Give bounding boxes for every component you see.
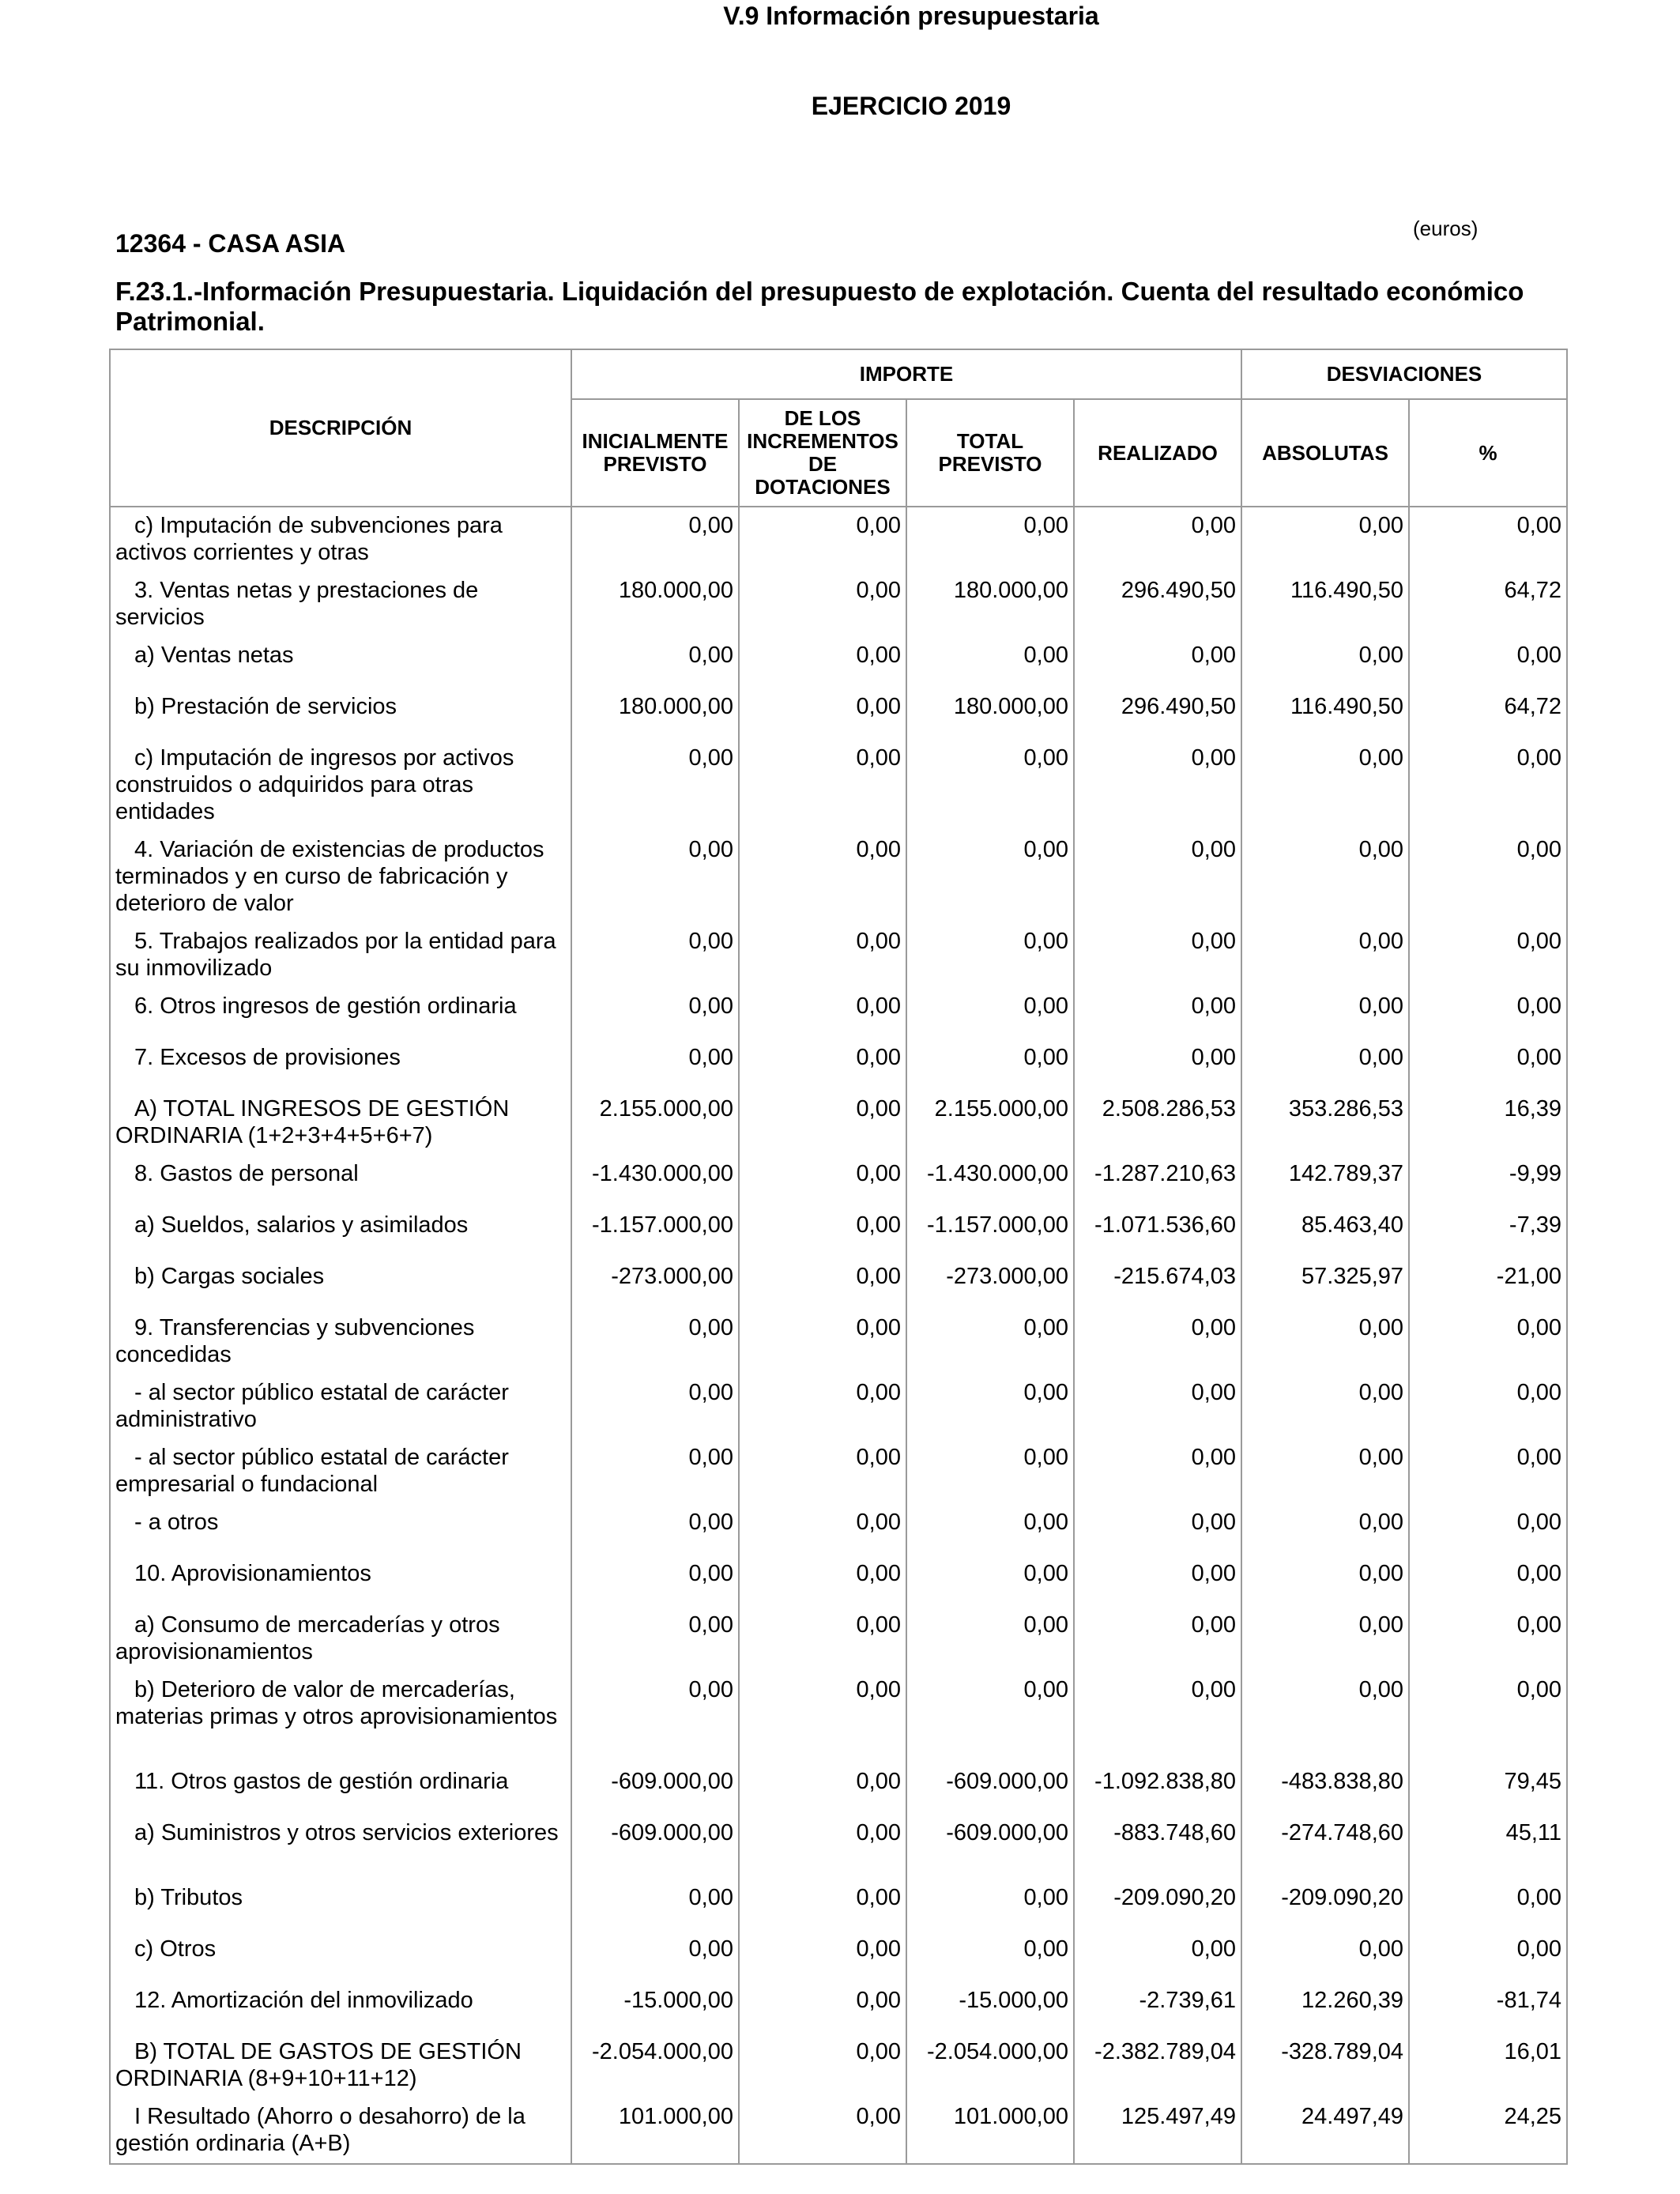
cell-inicialmente-previsto: -1.430.000,00 — [571, 1155, 739, 1207]
cell-desviacion-absoluta: 57.325,97 — [1241, 1258, 1409, 1310]
cell-total-previsto: 0,00 — [906, 1931, 1074, 1982]
cell-incrementos: 0,00 — [739, 572, 906, 637]
cell-desviacion-absoluta: 12.260,39 — [1241, 1982, 1409, 2034]
entity-name: 12364 - CASA ASIA — [115, 229, 346, 258]
table-row — [110, 1763, 1567, 1815]
cell-total-previsto: 0,00 — [906, 740, 1074, 831]
table-row — [110, 1207, 1567, 1258]
cell-desviacion-absoluta: 0,00 — [1241, 831, 1409, 923]
cell-desviacion-absoluta: 0,00 — [1241, 1672, 1409, 1763]
cell-desviacion-porcentaje: 64,72 — [1409, 688, 1567, 740]
row-description-cell — [110, 1879, 571, 1931]
cell-realizado: 0,00 — [1074, 1310, 1241, 1374]
header-line: TOTAL — [956, 429, 1024, 453]
cell-desviacion-absoluta: 0,00 — [1241, 637, 1409, 688]
table-row — [110, 1091, 1567, 1155]
cell-incrementos: 0,00 — [739, 637, 906, 688]
row-description-cell — [110, 688, 571, 740]
cell-total-previsto: -2.054.000,00 — [906, 2034, 1074, 2098]
cell-incrementos: 0,00 — [739, 740, 906, 831]
cell-incrementos: 0,00 — [739, 1879, 906, 1931]
row-description: b) Deterioro de valor de mercaderías, materias primas y otros aprovisionamientos — [115, 1677, 558, 1729]
table-row — [110, 1155, 1567, 1207]
cell-realizado: 0,00 — [1074, 1931, 1241, 1982]
row-description: c) Imputación de ingresos por activos construidos o adquiridos para otras entidades — [115, 745, 514, 824]
cell-inicialmente-previsto: 0,00 — [571, 988, 739, 1039]
cell-inicialmente-previsto: 0,00 — [571, 1931, 739, 1982]
row-description-cell — [110, 740, 571, 831]
table-row — [110, 1982, 1567, 2034]
header-line: DE LOS — [784, 406, 861, 430]
cell-total-previsto: 180.000,00 — [906, 572, 1074, 637]
cell-desviacion-porcentaje: 0,00 — [1409, 637, 1567, 688]
cell-realizado: 2.508.286,53 — [1074, 1091, 1241, 1155]
header-inicialmente-previsto — [571, 399, 739, 507]
cell-desviacion-porcentaje: -9,99 — [1409, 1155, 1567, 1207]
cell-realizado: 0,00 — [1074, 1504, 1241, 1555]
cell-realizado: 0,00 — [1074, 740, 1241, 831]
cell-total-previsto: 0,00 — [906, 1374, 1074, 1439]
row-description: b) Prestación de servicios — [134, 694, 397, 719]
row-description: B) TOTAL DE GASTOS DE GESTIÓN ORDINARIA (8+9+10+11+12) — [115, 2039, 522, 2091]
row-description-cell — [110, 1504, 571, 1555]
table-row — [110, 637, 1567, 688]
header-line: PREVISTO — [938, 452, 1042, 476]
cell-desviacion-porcentaje: 0,00 — [1409, 988, 1567, 1039]
cell-desviacion-porcentaje: 45,11 — [1409, 1815, 1567, 1879]
cell-incrementos: 0,00 — [739, 988, 906, 1039]
row-description-cell — [110, 572, 571, 637]
table-caption: F.23.1.-Información Presupuestaria. Liquidación del presupuesto de explotación. Cuenta del resultado económico Patrimonial. — [115, 277, 1524, 336]
cell-inicialmente-previsto: 0,00 — [571, 1879, 739, 1931]
cell-desviacion-absoluta: 142.789,37 — [1241, 1155, 1409, 1207]
cell-inicialmente-previsto: 0,00 — [571, 1607, 739, 1672]
cell-incrementos: 0,00 — [739, 1555, 906, 1607]
row-description-cell — [110, 2098, 571, 2164]
row-description: 10. Aprovisionamientos — [134, 1561, 371, 1586]
cell-incrementos: 0,00 — [739, 1672, 906, 1763]
row-description: 8. Gastos de personal — [134, 1161, 359, 1186]
cell-desviacion-porcentaje: -7,39 — [1409, 1207, 1567, 1258]
cell-desviacion-absoluta: 0,00 — [1241, 1039, 1409, 1091]
table-row — [110, 923, 1567, 988]
row-description-cell — [110, 1155, 571, 1207]
row-description: c) Otros — [134, 1936, 217, 1962]
cell-desviacion-porcentaje: 0,00 — [1409, 1672, 1567, 1763]
cell-inicialmente-previsto: -15.000,00 — [571, 1982, 739, 2034]
cell-total-previsto: -609.000,00 — [906, 1763, 1074, 1815]
cell-desviacion-porcentaje: 0,00 — [1409, 1607, 1567, 1672]
cell-desviacion-absoluta: 116.490,50 — [1241, 572, 1409, 637]
cell-realizado: -1.071.536,60 — [1074, 1207, 1241, 1258]
table-row — [110, 1879, 1567, 1931]
table-row — [110, 572, 1567, 637]
row-description-cell — [110, 637, 571, 688]
row-description-cell — [110, 1207, 571, 1258]
header-importe-group: IMPORTE — [571, 349, 1241, 399]
cell-inicialmente-previsto: 0,00 — [571, 831, 739, 923]
row-description-cell — [110, 1982, 571, 2034]
row-description: a) Consumo de mercaderías y otros aprovisionamientos — [115, 1612, 500, 1664]
cell-inicialmente-previsto: 0,00 — [571, 1310, 739, 1374]
cell-total-previsto: -273.000,00 — [906, 1258, 1074, 1310]
cell-inicialmente-previsto: 0,00 — [571, 1039, 739, 1091]
cell-incrementos: 0,00 — [739, 688, 906, 740]
cell-desviacion-absoluta: -274.748,60 — [1241, 1815, 1409, 1879]
cell-desviacion-absoluta: 0,00 — [1241, 1374, 1409, 1439]
header-incrementos — [739, 399, 906, 507]
row-description-cell — [110, 1039, 571, 1091]
cell-desviacion-absoluta: 0,00 — [1241, 1607, 1409, 1672]
cell-realizado: -2.382.789,04 — [1074, 2034, 1241, 2098]
cell-incrementos: 0,00 — [739, 1439, 906, 1504]
cell-incrementos: 0,00 — [739, 1310, 906, 1374]
budget-table — [109, 349, 1568, 2165]
table-row — [110, 1607, 1567, 1672]
cell-incrementos: 0,00 — [739, 1039, 906, 1091]
section-title: V.9 Información presupuestaria — [723, 2, 1099, 30]
cell-total-previsto: -1.430.000,00 — [906, 1155, 1074, 1207]
header-line: DE — [808, 452, 838, 476]
row-description: c) Imputación de subvenciones para activos corrientes y otras — [115, 513, 503, 565]
cell-realizado: 0,00 — [1074, 1374, 1241, 1439]
cell-desviacion-porcentaje: 0,00 — [1409, 1374, 1567, 1439]
row-description-cell — [110, 1931, 571, 1982]
cell-inicialmente-previsto: -2.054.000,00 — [571, 2034, 739, 2098]
cell-realizado: 0,00 — [1074, 831, 1241, 923]
cell-inicialmente-previsto: 0,00 — [571, 1672, 739, 1763]
cell-total-previsto: 0,00 — [906, 507, 1074, 572]
cell-total-previsto: -609.000,00 — [906, 1815, 1074, 1879]
cell-desviacion-absoluta: -483.838,80 — [1241, 1763, 1409, 1815]
cell-desviacion-porcentaje: 0,00 — [1409, 1310, 1567, 1374]
cell-desviacion-porcentaje: 0,00 — [1409, 1439, 1567, 1504]
table-row — [110, 988, 1567, 1039]
row-description: A) TOTAL INGRESOS DE GESTIÓN ORDINARIA (1+2+3+4+5+6+7) — [115, 1096, 510, 1148]
row-description: 3. Ventas netas y prestaciones de servicios — [115, 578, 479, 630]
cell-desviacion-porcentaje: 16,01 — [1409, 2034, 1567, 2098]
cell-incrementos: 0,00 — [739, 507, 906, 572]
cell-incrementos: 0,00 — [739, 1607, 906, 1672]
cell-inicialmente-previsto: 180.000,00 — [571, 688, 739, 740]
header-line: PREVISTO — [603, 452, 707, 476]
cell-total-previsto: 0,00 — [906, 1607, 1074, 1672]
cell-desviacion-absoluta: -209.090,20 — [1241, 1879, 1409, 1931]
table-row — [110, 831, 1567, 923]
cell-realizado: 0,00 — [1074, 1607, 1241, 1672]
cell-total-previsto: 0,00 — [906, 1504, 1074, 1555]
cell-realizado: -1.092.838,80 — [1074, 1763, 1241, 1815]
cell-desviacion-absoluta: 116.490,50 — [1241, 688, 1409, 740]
cell-desviacion-porcentaje: -81,74 — [1409, 1982, 1567, 2034]
cell-total-previsto: 180.000,00 — [906, 688, 1074, 740]
cell-desviacion-porcentaje: 24,25 — [1409, 2098, 1567, 2164]
row-description: 9. Transferencias y subvenciones concedidas — [115, 1315, 475, 1367]
cell-realizado: 0,00 — [1074, 637, 1241, 688]
cell-desviacion-absoluta: 0,00 — [1241, 988, 1409, 1039]
cell-desviacion-absoluta: 0,00 — [1241, 1310, 1409, 1374]
row-description: 5. Trabajos realizados por la entidad para su inmovilizado — [115, 929, 556, 981]
cell-desviacion-absoluta: 0,00 — [1241, 1504, 1409, 1555]
row-description-cell — [110, 988, 571, 1039]
row-description-cell — [110, 1607, 571, 1672]
cell-realizado: -1.287.210,63 — [1074, 1155, 1241, 1207]
cell-desviacion-absoluta: 0,00 — [1241, 1555, 1409, 1607]
cell-incrementos: 0,00 — [739, 1091, 906, 1155]
cell-desviacion-absoluta: 85.463,40 — [1241, 1207, 1409, 1258]
cell-total-previsto: 0,00 — [906, 1555, 1074, 1607]
cell-desviacion-porcentaje: 0,00 — [1409, 1879, 1567, 1931]
table-body — [110, 507, 1567, 2164]
cell-desviacion-porcentaje: 79,45 — [1409, 1763, 1567, 1815]
row-description: a) Suministros y otros servicios exteriores — [134, 1820, 559, 1845]
cell-inicialmente-previsto: 0,00 — [571, 740, 739, 831]
row-description-cell — [110, 1439, 571, 1504]
header-porcentaje: % — [1409, 399, 1567, 507]
cell-desviacion-porcentaje: 64,72 — [1409, 572, 1567, 637]
cell-total-previsto: -15.000,00 — [906, 1982, 1074, 2034]
header-total-previsto — [906, 399, 1074, 507]
cell-realizado: 125.497,49 — [1074, 2098, 1241, 2164]
cell-desviacion-absoluta: 0,00 — [1241, 740, 1409, 831]
cell-total-previsto: 0,00 — [906, 988, 1074, 1039]
cell-inicialmente-previsto: 0,00 — [571, 1374, 739, 1439]
row-description: 6. Otros ingresos de gestión ordinaria — [134, 993, 517, 1019]
cell-desviacion-porcentaje: 0,00 — [1409, 1039, 1567, 1091]
table-row — [110, 740, 1567, 831]
table-row — [110, 507, 1567, 572]
row-description: 4. Variación de existencias de productos terminados y en curso de fabricación y deterioro de valor — [115, 837, 544, 916]
cell-realizado: 0,00 — [1074, 507, 1241, 572]
table-row — [110, 2098, 1567, 2164]
header-line: INICIALMENTE — [582, 429, 729, 453]
cell-inicialmente-previsto: -609.000,00 — [571, 1815, 739, 1879]
cell-realizado: 0,00 — [1074, 1439, 1241, 1504]
row-description: a) Sueldos, salarios y asimilados — [134, 1212, 469, 1238]
header-absolutas: ABSOLUTAS — [1241, 399, 1409, 507]
row-description-cell — [110, 1310, 571, 1374]
cell-incrementos: 0,00 — [739, 923, 906, 988]
cell-inicialmente-previsto: 180.000,00 — [571, 572, 739, 637]
cell-realizado: -209.090,20 — [1074, 1879, 1241, 1931]
row-description: 11. Otros gastos de gestión ordinaria — [134, 1769, 509, 1794]
cell-total-previsto: 101.000,00 — [906, 2098, 1074, 2164]
cell-desviacion-absoluta: 0,00 — [1241, 1439, 1409, 1504]
cell-total-previsto: 0,00 — [906, 1879, 1074, 1931]
row-description: b) Tributos — [134, 1885, 243, 1910]
row-description: b) Cargas sociales — [134, 1264, 325, 1289]
cell-realizado: 0,00 — [1074, 1672, 1241, 1763]
cell-inicialmente-previsto: 101.000,00 — [571, 2098, 739, 2164]
cell-realizado: -883.748,60 — [1074, 1815, 1241, 1879]
cell-realizado: 296.490,50 — [1074, 688, 1241, 740]
cell-desviacion-absoluta: 24.497,49 — [1241, 2098, 1409, 2164]
table-row — [110, 1931, 1567, 1982]
row-description: 12. Amortización del inmovilizado — [134, 1988, 473, 2013]
row-description: - al sector público estatal de carácter administrativo — [115, 1380, 509, 1432]
cell-desviacion-absoluta: 0,00 — [1241, 923, 1409, 988]
table-row — [110, 1310, 1567, 1374]
table-row — [110, 1555, 1567, 1607]
cell-total-previsto: 0,00 — [906, 831, 1074, 923]
cell-desviacion-porcentaje: 0,00 — [1409, 1504, 1567, 1555]
cell-desviacion-porcentaje: -21,00 — [1409, 1258, 1567, 1310]
cell-incrementos: 0,00 — [739, 1504, 906, 1555]
row-description-cell — [110, 1258, 571, 1310]
row-description-cell — [110, 1763, 571, 1815]
cell-desviacion-porcentaje: 0,00 — [1409, 831, 1567, 923]
cell-realizado: -215.674,03 — [1074, 1258, 1241, 1310]
cell-realizado: 296.490,50 — [1074, 572, 1241, 637]
cell-desviacion-absoluta: 0,00 — [1241, 1931, 1409, 1982]
year-title: EJERCICIO 2019 — [811, 92, 1011, 120]
cell-total-previsto: 2.155.000,00 — [906, 1091, 1074, 1155]
cell-incrementos: 0,00 — [739, 1207, 906, 1258]
row-description-cell — [110, 1555, 571, 1607]
cell-incrementos: 0,00 — [739, 1763, 906, 1815]
cell-inicialmente-previsto: -1.157.000,00 — [571, 1207, 739, 1258]
cell-inicialmente-previsto: -609.000,00 — [571, 1763, 739, 1815]
cell-total-previsto: 0,00 — [906, 1439, 1074, 1504]
row-description-cell — [110, 507, 571, 572]
cell-inicialmente-previsto: 0,00 — [571, 1504, 739, 1555]
cell-desviacion-absoluta: -328.789,04 — [1241, 2034, 1409, 2098]
table-row — [110, 1672, 1567, 1763]
table-row — [110, 1039, 1567, 1091]
row-description-cell — [110, 2034, 571, 2098]
table-row — [110, 1504, 1567, 1555]
row-description: - al sector público estatal de carácter empresarial o fundacional — [115, 1445, 509, 1497]
cell-realizado: 0,00 — [1074, 1555, 1241, 1607]
header-realizado: REALIZADO — [1074, 399, 1241, 507]
currency-unit: (euros) — [1413, 217, 1478, 240]
row-description: 7. Excesos de provisiones — [134, 1045, 401, 1070]
cell-desviacion-porcentaje: 0,00 — [1409, 923, 1567, 988]
table-row — [110, 1374, 1567, 1439]
table-row — [110, 1815, 1567, 1879]
cell-desviacion-porcentaje: 16,39 — [1409, 1091, 1567, 1155]
header-line: INCREMENTOS — [747, 429, 898, 453]
cell-desviacion-absoluta: 353.286,53 — [1241, 1091, 1409, 1155]
cell-total-previsto: 0,00 — [906, 1672, 1074, 1763]
table-row — [110, 2034, 1567, 2098]
row-description-cell — [110, 831, 571, 923]
table-row — [110, 1439, 1567, 1504]
cell-realizado: -2.739,61 — [1074, 1982, 1241, 2034]
header-descripcion: DESCRIPCIÓN — [110, 349, 571, 507]
cell-desviacion-porcentaje: 0,00 — [1409, 507, 1567, 572]
cell-incrementos: 0,00 — [739, 2034, 906, 2098]
cell-incrementos: 0,00 — [739, 831, 906, 923]
cell-total-previsto: 0,00 — [906, 923, 1074, 988]
header-desviaciones-group: DESVIACIONES — [1241, 349, 1567, 399]
row-description-cell — [110, 1672, 571, 1763]
cell-total-previsto: 0,00 — [906, 1039, 1074, 1091]
row-description-cell — [110, 923, 571, 988]
cell-inicialmente-previsto: -273.000,00 — [571, 1258, 739, 1310]
row-description-cell — [110, 1091, 571, 1155]
header-line: DOTACIONES — [755, 475, 891, 499]
cell-incrementos: 0,00 — [739, 1815, 906, 1879]
cell-incrementos: 0,00 — [739, 1258, 906, 1310]
cell-inicialmente-previsto: 2.155.000,00 — [571, 1091, 739, 1155]
cell-total-previsto: 0,00 — [906, 1310, 1074, 1374]
row-description: - a otros — [134, 1510, 219, 1535]
cell-incrementos: 0,00 — [739, 1931, 906, 1982]
table-row — [110, 688, 1567, 740]
cell-desviacion-porcentaje: 0,00 — [1409, 1931, 1567, 1982]
cell-total-previsto: -1.157.000,00 — [906, 1207, 1074, 1258]
cell-realizado: 0,00 — [1074, 923, 1241, 988]
cell-desviacion-porcentaje: 0,00 — [1409, 1555, 1567, 1607]
cell-incrementos: 0,00 — [739, 1982, 906, 2034]
cell-inicialmente-previsto: 0,00 — [571, 1439, 739, 1504]
row-description: a) Ventas netas — [134, 643, 294, 668]
cell-inicialmente-previsto: 0,00 — [571, 637, 739, 688]
cell-total-previsto: 0,00 — [906, 637, 1074, 688]
cell-incrementos: 0,00 — [739, 2098, 906, 2164]
row-description: I Resultado (Ahorro o desahorro) de la gestión ordinaria (A+B) — [115, 2104, 525, 2156]
cell-desviacion-porcentaje: 0,00 — [1409, 740, 1567, 831]
cell-realizado: 0,00 — [1074, 1039, 1241, 1091]
cell-desviacion-absoluta: 0,00 — [1241, 507, 1409, 572]
cell-inicialmente-previsto: 0,00 — [571, 507, 739, 572]
row-description-cell — [110, 1374, 571, 1439]
cell-inicialmente-previsto: 0,00 — [571, 923, 739, 988]
cell-incrementos: 0,00 — [739, 1155, 906, 1207]
cell-incrementos: 0,00 — [739, 1374, 906, 1439]
row-description-cell — [110, 1815, 571, 1879]
table-row — [110, 1258, 1567, 1310]
cell-realizado: 0,00 — [1074, 988, 1241, 1039]
cell-inicialmente-previsto: 0,00 — [571, 1555, 739, 1607]
